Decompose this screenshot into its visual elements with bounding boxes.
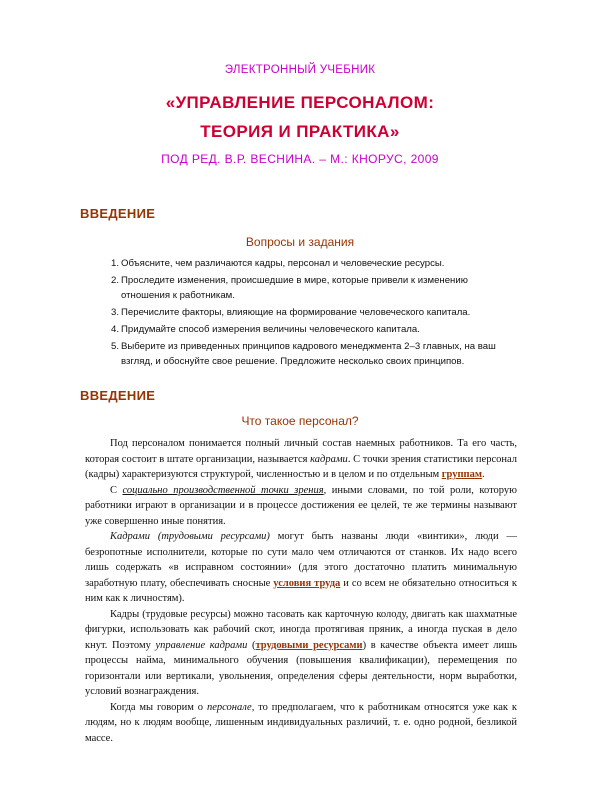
article-body bbox=[85, 436, 517, 746]
section2-subheading: Что такое персонал? bbox=[241, 414, 359, 428]
question-text: Придумайте способ измерения величины человеческого капитала. bbox=[121, 324, 420, 335]
text-run: Кадры (трудовые ресурсы) можно тасовать как карточную колоду, двигать как шахматные фигурки, использовать как рабочий скот, иногда протягивая пряник, а иногда пуская в дело кнут. Поэтому bbox=[85, 608, 517, 651]
text-run: ( bbox=[247, 639, 256, 651]
paragraph-3 bbox=[85, 529, 517, 607]
editor-line: ПОД РЕД. В.Р. ВЕСНИНА. – М.: КНОРУС, 2009 bbox=[161, 152, 439, 166]
paragraph-4 bbox=[85, 607, 517, 700]
question-number: 2. bbox=[111, 275, 120, 286]
paragraph-2 bbox=[85, 483, 517, 530]
text-run: Под персоналом понимается полный личный состав наемных работников. Та его часть, которая состоит в штате организации, называется bbox=[85, 438, 517, 465]
link-working-conditions[interactable]: условия труда bbox=[273, 577, 341, 589]
question-1 bbox=[111, 256, 511, 271]
text-run-italic: персонале bbox=[206, 701, 252, 713]
question-number: 4. bbox=[111, 324, 120, 335]
link-groups[interactable]: группам bbox=[441, 469, 483, 480]
text-run-italic: кадрами bbox=[310, 453, 348, 465]
text-run-italic: управление кадрами bbox=[155, 639, 248, 651]
text-run: и со всем не обязательно относиться к ним как к личностям). bbox=[85, 577, 517, 604]
section1-subheading: Вопросы и задания bbox=[245, 235, 355, 249]
text-run: . bbox=[482, 469, 485, 480]
question-3 bbox=[111, 305, 511, 320]
question-text: Объясните, чем различаются кадры, персонал и человеческие ресурсы. bbox=[121, 258, 445, 269]
question-4 bbox=[111, 322, 511, 337]
text-run-italic: социально производственной точки зрения bbox=[122, 484, 324, 496]
paragraph-5 bbox=[85, 700, 517, 747]
text-run: , иными словами, по той роли, которую работники играют в организации и в процессе достижения ее целей, те же термины называют уже совершенно иные понятия. bbox=[85, 484, 517, 527]
question-text-continued: взгляд, и обоснуйте свое решение. Предложите несколько своих принципов. bbox=[121, 356, 465, 367]
question-5 bbox=[111, 339, 511, 369]
section2-heading: ВВЕДЕНИЕ bbox=[80, 388, 156, 403]
question-text-continued: отношения к работникам. bbox=[121, 290, 235, 301]
text-run: Когда мы говорим о bbox=[110, 701, 207, 713]
header-top-line: ЭЛЕКТРОННЫЙ УЧЕБНИК bbox=[224, 64, 376, 76]
question-text: Проследите изменения, происшедшие в мире, которые привели к изменению bbox=[121, 275, 468, 286]
question-number: 5. bbox=[111, 341, 120, 352]
title-line-1: «УПРАВЛЕНИЕ ПЕРСОНАЛОМ: bbox=[165, 93, 435, 112]
question-number: 3. bbox=[111, 307, 120, 318]
link-labor-resources[interactable]: трудовыми ресурсами bbox=[255, 639, 363, 651]
text-run: могут быть названы люди «винтики», люди — безропотные исполнители, которые по сути мало чем отличаются от станков. Их надо всего лишь содержать «в исправном состоянии» (для этого достаточно платить минимальную заработную плату, обеспечивать сносные bbox=[85, 531, 517, 589]
title-line-2: ТЕОРИЯ И ПРАКТИКА» bbox=[200, 122, 400, 141]
question-text: Выберите из приведенных принципов кадрового менеджмента 2–3 главных, на ваш bbox=[121, 341, 496, 352]
text-run: С bbox=[110, 484, 123, 496]
text-run: , то предполагаем, что к работникам относятся уже как к людям, но к людям вообще, лишенным индивидуальных различий, т. е. одно родной, безликой массе. bbox=[85, 701, 517, 744]
question-number: 1. bbox=[111, 258, 120, 269]
paragraph-1 bbox=[85, 436, 517, 483]
question-text: Перечислите факторы, влияющие на формирование человеческого капитала. bbox=[121, 307, 471, 318]
text-run-italic: Кадрами (трудовыми ресурсами) bbox=[110, 531, 270, 542]
question-2 bbox=[111, 273, 511, 303]
section1-heading: ВВЕДЕНИЕ bbox=[80, 206, 156, 221]
text-run: . С точки зрения статистики персонал (кадры) характеризуются структурой, численностью и в целом и по отдельным bbox=[85, 453, 517, 480]
text-run: ) в качестве объекта имеет лишь процессы найма, минимального обучения (повышения квалификации), перемещения по горизонтали или вертикали, увольнения, определения сферы деятельности, норм выработки, условий вознаграждения. bbox=[85, 639, 517, 697]
